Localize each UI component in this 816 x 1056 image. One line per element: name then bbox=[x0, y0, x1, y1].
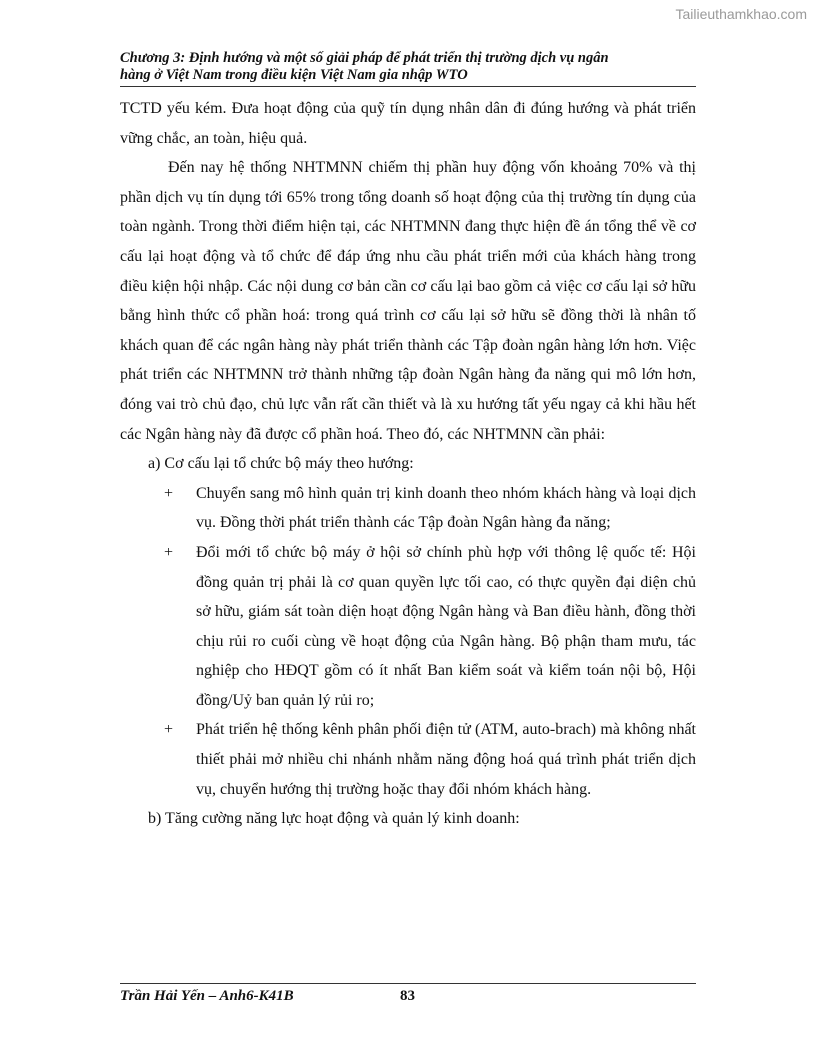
list-item-text: Đổi mới tổ chức bộ máy ở hội sở chính phù hợp với thông lệ quốc tế: Hội đồng quản trị phải là cơ quan quyền lực tối cao, có thực quyền đại diện chủ sở hữu, giám sát toàn diện hoạt động Ngân hàng và Ban điều hành, đồng thời chịu rủi ro cuối cùng về hoạt động của Ngân hàng. Bộ phận tham mưu, tác nghiệp cho HĐQT gồm có ít nhất Ban kiểm soát và kiểm toán nội bộ, Hội đồng/Uỷ ban quản lý rủi ro; bbox=[196, 543, 696, 709]
watermark: Tailieuthamkhao.com bbox=[675, 6, 807, 22]
bullet-mark: + bbox=[164, 721, 174, 739]
paragraph-nhtmnn: Đến nay hệ thống NHTMNN chiếm thị phần huy động vốn khoảng 70% và thị phần dịch vụ tín dụng tới 65% trong tổng doanh số hoạt động của thị trường tín dụng của toàn ngành. Trong thời điểm hiện tại, các NHTMNN đang thực hiện đề án tổng thể về cơ cấu lại hoạt động và tổ chức để đáp ứng nhu cầu phát triển mới của khách hàng trong điều kiện hội nhập. Các nội dung cơ bản cần cơ cấu lại bao gồm cả việc cơ cấu lại sở hữu bằng hình thức cổ phần hoá: trong quá trình cơ cấu lại sở hữu sẽ đồng thời là nhân tố khách quan để các ngân hàng này phát triển thành các Tập đoàn ngân hàng lớn hơn. Việc phát triển các NHTMNN trở thành những tập đoàn Ngân hàng đa năng qui mô lớn hơn, đóng vai trò chủ đạo, chủ lực vẫn rất cần thiết và là xu hướng tất yếu ngay cả khi hầu hết các Ngân hàng này đã được cổ phần hoá. Theo đó, các NHTMNN cần phải: bbox=[120, 159, 696, 443]
list-item bbox=[120, 538, 696, 716]
header-line-2: hàng ở Việt Nam trong điều kiện Việt Nam gia nhập WTO bbox=[120, 67, 468, 83]
page-header bbox=[120, 50, 696, 87]
list-item-text: Phát triển hệ thống kênh phân phối điện tử (ATM, auto-brach) mà không nhất thiết phải mở nhiều chi nhánh nhằm năng động hoá quá trình phát triển dịch vụ, chuyển hướng thị trường hoặc thay đổi nhóm khách hàng. bbox=[196, 721, 696, 798]
page-body bbox=[120, 94, 696, 834]
page-footer bbox=[120, 983, 696, 1005]
bullet-mark: + bbox=[164, 484, 174, 502]
list-heading-a: a) Cơ cấu lại tổ chức bộ máy theo hướng: bbox=[148, 455, 414, 473]
list-item bbox=[120, 715, 696, 804]
header-line-1: Chương 3: Định hướng và một số giải pháp để phát triển thị trường dịch vụ ngân bbox=[120, 50, 609, 66]
footer-author: Trần Hải Yến – Anh6-K41B bbox=[120, 988, 294, 1004]
list-item-text: Chuyển sang mô hình quản trị kinh doanh theo nhóm khách hàng và loại dịch vụ. Đồng thời phát triển thành các Tập đoàn Ngân hàng đa năng; bbox=[196, 484, 696, 532]
list-item bbox=[120, 479, 696, 538]
list-heading-b: b) Tăng cường năng lực hoạt động và quản lý kinh doanh: bbox=[148, 810, 520, 828]
paragraph-continuation: TCTD yếu kém. Đưa hoạt động của quỹ tín dụng nhân dân đi đúng hướng và phát triển vững chắc, an toàn, hiệu quả. bbox=[120, 100, 696, 147]
page-number: 83 bbox=[400, 988, 415, 1004]
bullet-mark: + bbox=[164, 543, 174, 561]
